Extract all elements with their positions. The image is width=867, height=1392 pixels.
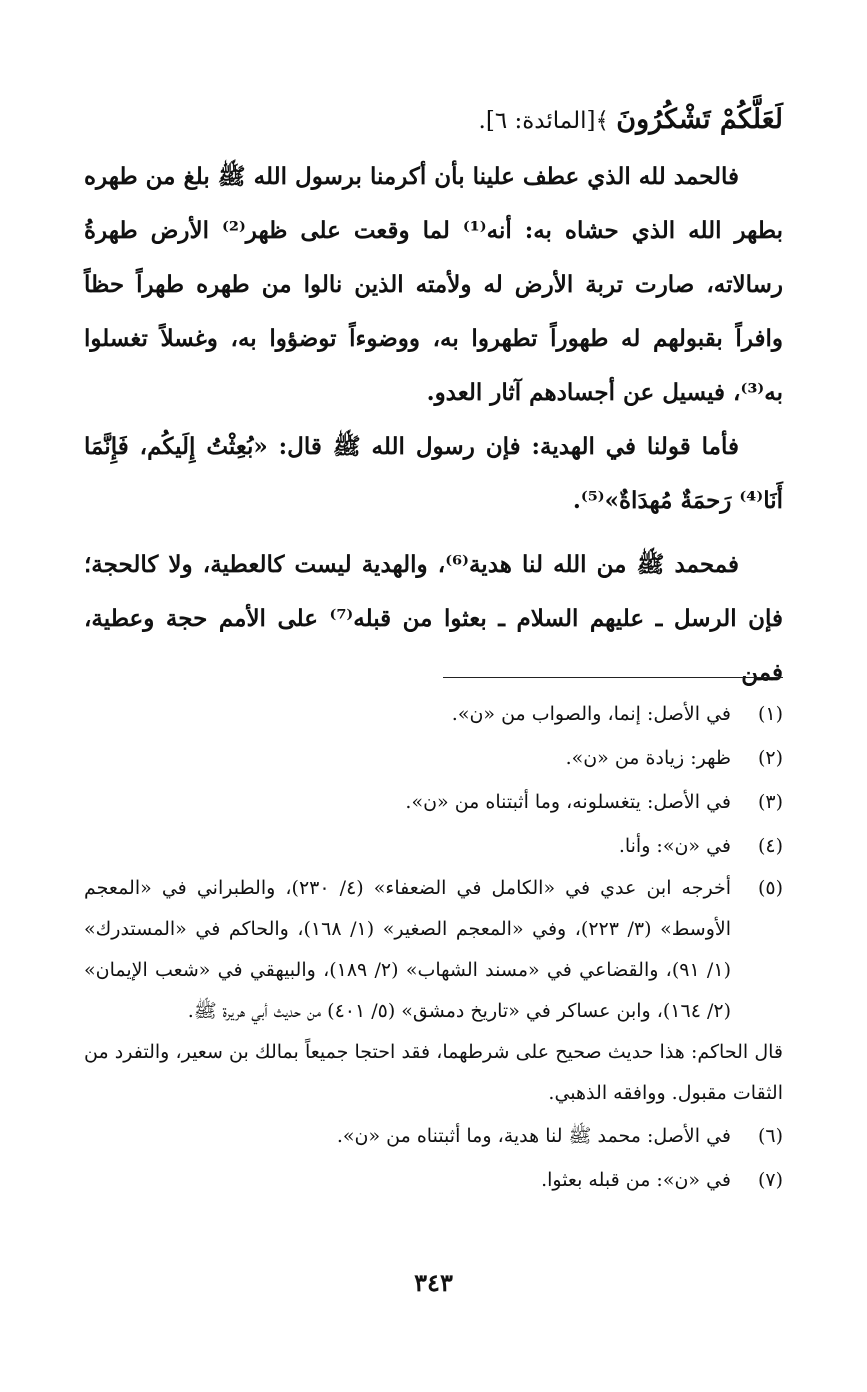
footnote-separator (443, 677, 783, 678)
footnote-text: في الأصل: يتغسلونه، وما أثبتناه من «ن». (405, 791, 731, 813)
page-number: ٣٤٣ (414, 1268, 453, 1297)
main-text (84, 150, 783, 420)
footnote-number: (٥) (757, 877, 783, 899)
footnote-number: (١) (757, 703, 783, 725)
footnote-number: (٧) (757, 1169, 783, 1191)
footnotes (84, 692, 783, 1202)
paragraph-1: فالحمد لله الذي عطف علينا بأن أكرمنا برسول الله ﷺ بلغ من طهره بطهر الله الذي حشاه به: أنه⁽¹⁾ لما وقعت على ظهر⁽²⁾ الأرض طهرةُ رسالاته، صارت تربة الأرض له ولأمته الذين نالوا من طهره طهراً حظاً وافراً بقبولهم له طهوراً تطهروا به، ووضوءاً توضؤوا به، وغسلاً تغسلوا به⁽³⁾، فيسيل عن أجسادهم آثار العدو. (84, 163, 784, 406)
verse-reference: ﴾[المائدة: ٦]. (478, 108, 609, 134)
footnote-number: (٣) (757, 791, 783, 813)
footnote-6 (84, 1114, 783, 1158)
main-text-2 (84, 420, 783, 528)
footnote-2 (84, 736, 783, 780)
main-text-3 (84, 538, 783, 700)
footnote-number: (٦) (757, 1125, 783, 1147)
footnote-text: في «ن»: وأنا. (618, 835, 731, 857)
footnote-3 (84, 780, 783, 824)
footnote-text: في الأصل: محمد ﷺ لنا هدية، وما أثبتناه من «ن». (336, 1125, 731, 1147)
paragraph-3: فمحمد ﷺ من الله لنا هدية⁽⁶⁾، والهدية ليست كالعطية، ولا كالحجة؛ فإن الرسل ـ عليهم السلام ـ بعثوا من قبله⁽⁷⁾ على الأمم حجة وعطية، فمن (84, 551, 784, 686)
footnote-5-note (84, 1032, 783, 1114)
footnote-text: قال الحاكم: هذا حديث صحيح على شرطهما، فقد احتجا جميعاً بمالك بن سعير، والتفرد من الثقات مقبول. ووافقه الذهبي. (84, 1041, 783, 1104)
paragraph-2: فأما قولنا في الهدية: فإن رسول الله ﷺ قال: «بُعِثْتُ إِلَيكُم، فَإِنَّمَا أَنَا⁽⁴⁾ رَحمَةٌ مُهدَاةٌ»⁽⁵⁾. (84, 433, 783, 514)
footnote-4 (84, 824, 783, 868)
footnote-1 (84, 692, 783, 736)
footnote-number: (٢) (757, 747, 783, 769)
footnote-text: في «ن»: من قبله بعثوا. (541, 1169, 731, 1191)
footnote-text: ظهر: زيادة من «ن». (565, 747, 731, 769)
footnote-5 (84, 868, 783, 1032)
footnote-7 (84, 1158, 783, 1202)
verse-line (84, 100, 783, 141)
footnote-text: في الأصل: إنما، والصواب من «ن». (451, 703, 731, 725)
footnote-text: أخرجه ابن عدي في «الكامل في الضعفاء» (٤/ ٢٣٠)، والطبراني في «المعجم الأوسط» (٣/ ٢٢٣)، وفي «المعجم الصغير» (١/ ١٦٨)، والحاكم في «المستدرك» (١/ ٩١)، والقضاعي في «مسند الشهاب» (٢/ ١٨٩)، والبيهقي في «شعب الإيمان» (٢/ ١٦٤)، وابن عساكر في «تاريخ دمشق» (٥/ ٤٠١) من حديث أبي هريرة ﷺ. (84, 877, 731, 1022)
quran-verse: لَعَلَّكُمْ تَشْكُرُونَ (616, 104, 783, 135)
footnote-number: (٤) (757, 835, 783, 857)
